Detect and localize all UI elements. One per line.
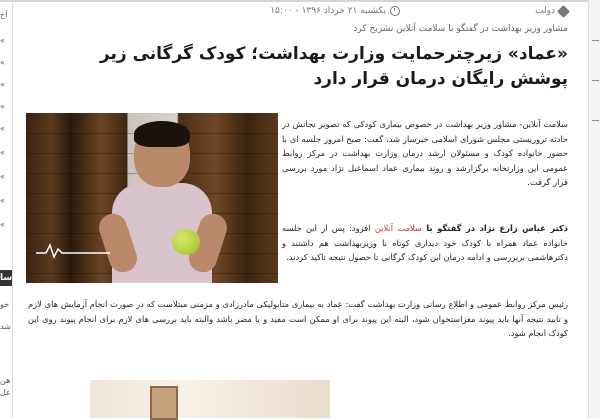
right-scroll-edge <box>588 0 600 418</box>
left-sidebar-item[interactable]: « <box>0 58 5 67</box>
left-sidebar-item[interactable]: « <box>0 172 5 181</box>
article-lead-paragraph: سلامت آنلاین- مشاور وزیر بهداشت در خصوص بیماری کودکی که تصویر نجاتش در حادثه تروریستی مجلس شورای اسلامی خبرساز شد، گفت: صبح امروز جلسه ای با حضور خانواده کودک و مسئولان ارشد درمان وزارت بهداشت در مرکز روابط عمومی این وزارتخانه برگزارشد و روند بیماری عماد اسماعیل نژاد مورد بررسی قرار گرفت. <box>282 119 568 188</box>
left-sidebar <box>0 0 13 418</box>
article-photo[interactable] <box>26 113 278 283</box>
article-subhead: مشاور وزیر بهداشت در گفتگو با سلامت آنلاین تشریح کرد <box>353 24 568 34</box>
site-watermark-logo <box>36 241 110 261</box>
left-sidebar-section-header: سا <box>0 270 12 286</box>
article <box>22 0 572 418</box>
article-photo-2[interactable] <box>90 380 330 418</box>
left-sidebar-heading: آخ <box>0 10 8 19</box>
clock-icon <box>390 6 400 16</box>
left-sidebar-item[interactable]: هن <box>0 376 11 385</box>
article-paragraph-3: رئیس مرکز روابط عمومی و اطلاع رسانی وزارت بهداشت گفت: عماد به بیماری متابولیکی مادرزادی و مزمنی مبتلاست که در صورت انجام آزمایش های لازم و تایید نتیجه آنها باید پیوند مغزاستخوان شود، البته این پیوند برای او ممکن است مفید و یا مضر باشد والبته باید بررسی های لازم برای انجام پیوند روی این کودک انجام شود. <box>28 299 568 339</box>
category-label: دولت <box>535 6 555 16</box>
tag-icon <box>557 5 570 18</box>
left-sidebar-item[interactable]: « <box>0 220 5 229</box>
left-sidebar-item[interactable]: « <box>0 102 5 111</box>
article-paragraph-2: دکتر عباس زارع نژاد در گفتگو با سلامت آنلاین افزود: پس از این جلسه خانواده عماد همراه با کودک خود دیداری کوتاه با وزیربهداشت هم داشتند و دکترهاشمی بربررسی و ادامه درمان این کودک گرگانی تا حصول نتیجه تاکید کردند. <box>282 223 569 263</box>
left-sidebar-item[interactable]: خو <box>0 300 10 309</box>
left-sidebar-item[interactable]: « <box>0 196 5 205</box>
left-sidebar-item[interactable]: « <box>0 124 5 133</box>
source-link[interactable]: سلامت آنلاین <box>374 223 422 233</box>
article-title: «عماد» زیرچترحمایت وزارت بهداشت؛ کودک گرگانی زیر پوشش رایگان درمان قرار دارد <box>99 44 568 89</box>
publish-date <box>270 6 400 16</box>
apple <box>172 229 200 255</box>
left-sidebar-item[interactable]: « <box>0 80 5 89</box>
left-sidebar-item[interactable]: « <box>0 148 5 157</box>
left-sidebar-item[interactable]: شد <box>0 322 11 331</box>
category-link[interactable] <box>535 6 568 16</box>
article-meta <box>22 6 572 20</box>
date-label: یکشنبه ۲۱ خرداد ۱۳۹۶ - ۱۵:۰۰ <box>270 6 386 16</box>
left-sidebar-item[interactable]: « <box>0 36 5 45</box>
left-sidebar-item[interactable]: عل <box>0 388 11 397</box>
